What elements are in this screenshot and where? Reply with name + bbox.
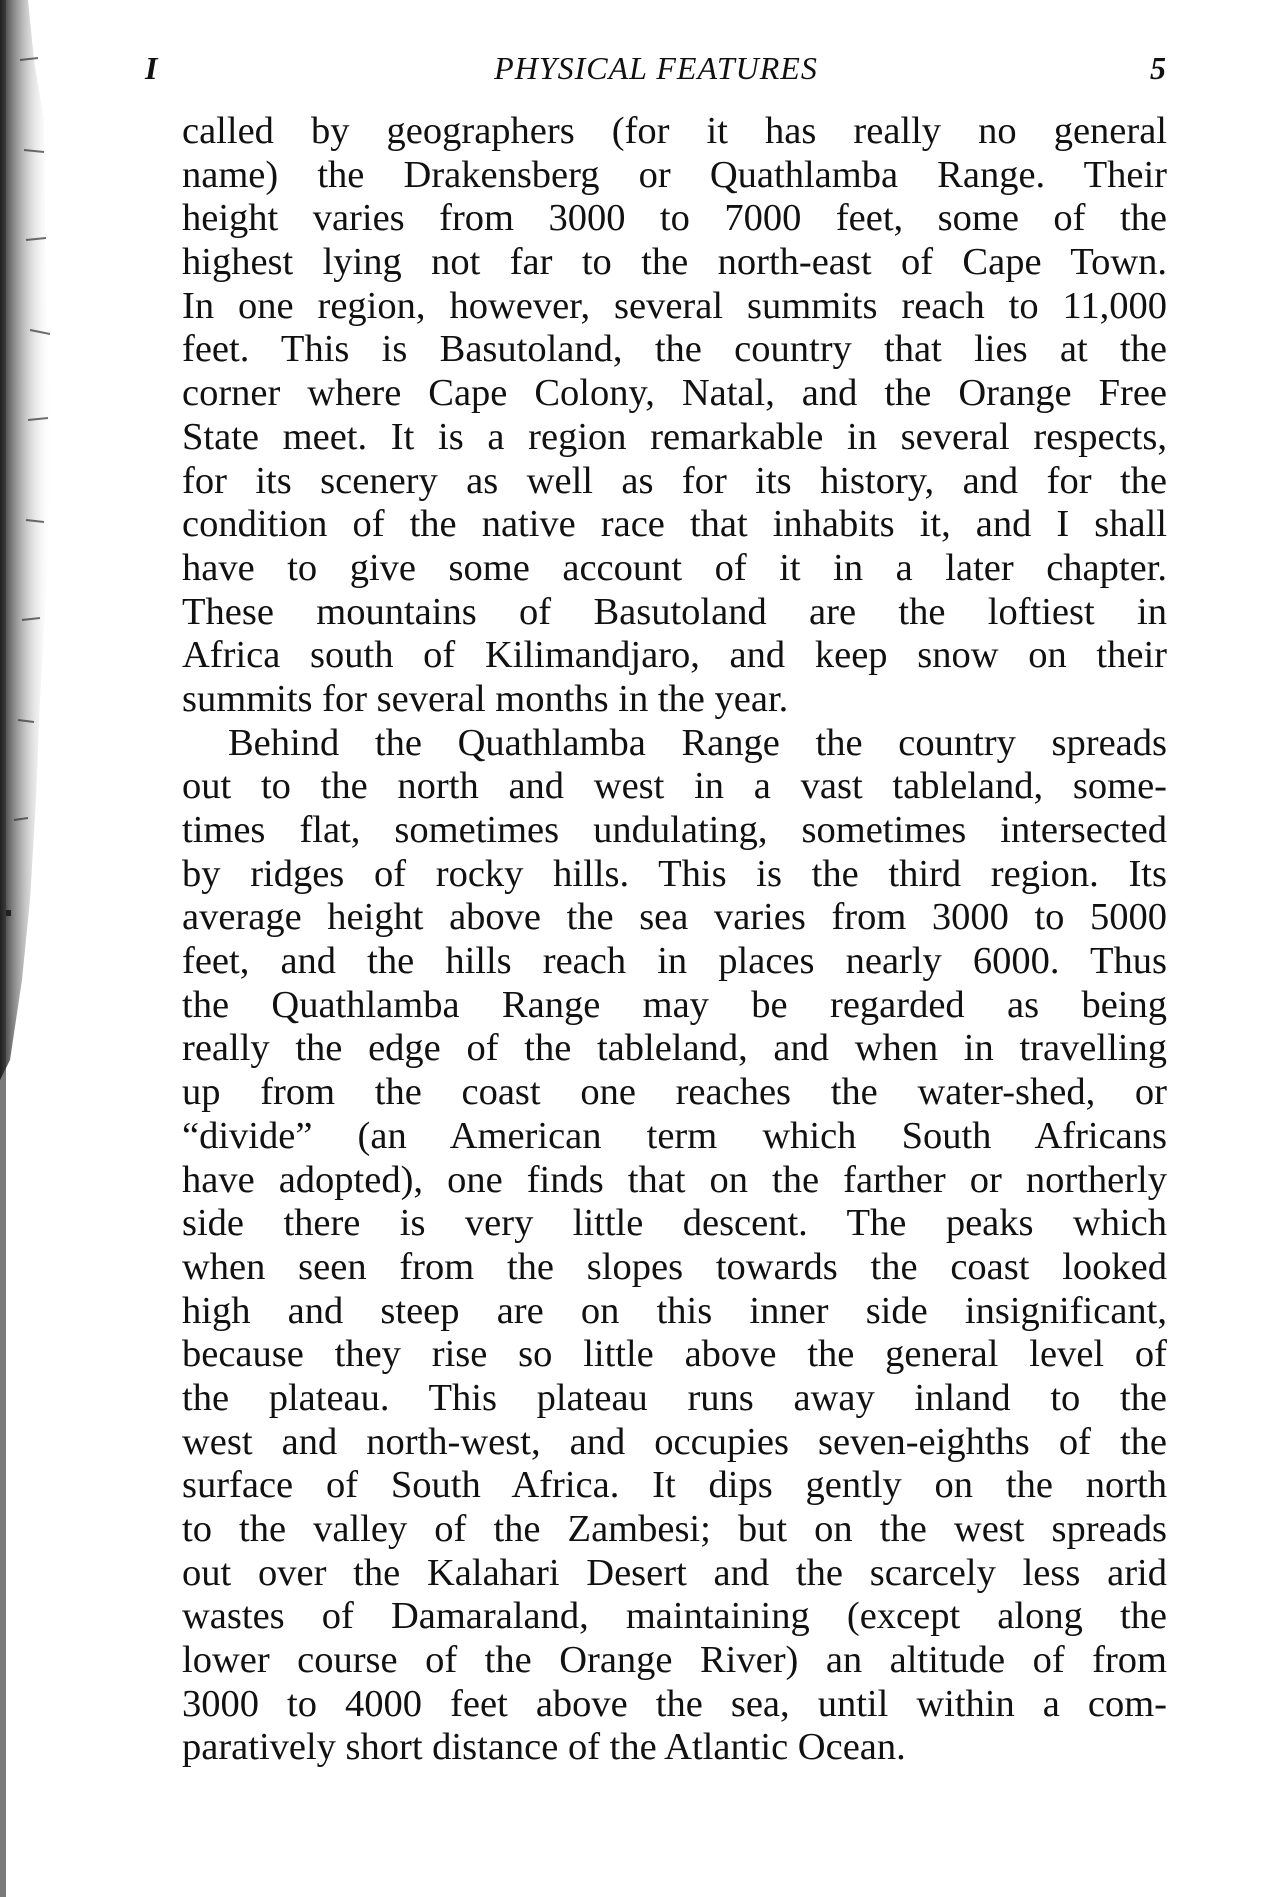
text-line: average height above the sea varies from 3000 to 5000 (182, 896, 1167, 939)
text-line: paratively short distance of the Atlantic Ocean. (182, 1726, 906, 1769)
text-line: surface of South Africa. It dips gently on the north (182, 1464, 1167, 1507)
text-line: name) the Drakensberg or Quathlamba Range. Their (182, 153, 1167, 196)
text-line: to the valley of the Zambesi; but on the west spreads (182, 1508, 1167, 1550)
text-line: the Quathlamba Range may be regarded as being (182, 983, 1167, 1026)
text-line: west and north-west, and occupies seven-eighths of the (182, 1420, 1167, 1463)
text-line: Africa south of Kilimandjaro, and keep snow on their (182, 634, 1167, 677)
text-line: high and steep are on this inner side insignificant, (182, 1289, 1167, 1332)
text-line: feet. This is Basutoland, the country that lies at the (182, 328, 1167, 371)
running-title: PHYSICAL FEATURES (494, 50, 818, 86)
text-line: feet, and the hills reach in places nearly 6000. Thus (182, 940, 1167, 983)
text-line: out over the Kalahari Desert and the scarcely less arid (182, 1551, 1167, 1594)
text-line: called by geographers (for it has really no general (182, 110, 1167, 152)
text-line: side there is very little descent. The peaks which (182, 1202, 1167, 1245)
text-line: by ridges of rocky hills. This is the third region. Its (182, 852, 1167, 895)
chapter-number: I (145, 50, 159, 86)
text-line: out to the north and west in a vast tableland, some- (182, 765, 1167, 808)
text-line: really the edge of the tableland, and when in travelling (182, 1027, 1167, 1070)
running-head (145, 50, 1167, 90)
text-line: Behind the Quathlamba Range the country spreads (228, 721, 1167, 764)
text-line: height varies from 3000 to 7000 feet, some of the (182, 197, 1167, 240)
text-line: State meet. It is a region remarkable in several respects, (182, 415, 1167, 458)
text-line: These mountains of Basutoland are the loftiest in (182, 590, 1167, 633)
text-line: wastes of Damaraland, maintaining (except along the (182, 1595, 1167, 1638)
page-number: 5 (1150, 50, 1167, 86)
text-line: 3000 to 4000 feet above the sea, until within a com- (182, 1682, 1167, 1725)
text-line: have to give some account of it in a later chapter. (182, 546, 1167, 589)
text-line: times flat, sometimes undulating, sometimes intersected (182, 809, 1167, 851)
text-line: because they rise so little above the general level of (182, 1333, 1167, 1376)
paragraph-2 (182, 722, 1167, 1771)
text-line: when seen from the slopes towards the coast looked (182, 1245, 1167, 1288)
body-text (182, 110, 1167, 1770)
text-line: corner where Cape Colony, Natal, and the Orange Free (182, 372, 1167, 415)
binding-edge-shadow (0, 0, 70, 1897)
text-line: have adopted), one finds that on the farther or northerly (182, 1158, 1167, 1201)
text-line: In one region, however, several summits reach to 11,000 (182, 284, 1167, 327)
text-line: the plateau. This plateau runs away inland to the (182, 1376, 1167, 1419)
text-line: condition of the native race that inhabits it, and I shall (182, 503, 1167, 546)
text-line: lower course of the Orange River) an altitude of from (182, 1639, 1167, 1682)
text-line: “divide” (an American term which South Africans (182, 1114, 1167, 1157)
text-line: highest lying not far to the north-east of Cape Town. (182, 241, 1167, 284)
text-line: for its scenery as well as for its history, and for the (182, 459, 1167, 502)
text-line: up from the coast one reaches the water-shed, or (182, 1071, 1167, 1114)
text-line: summits for several months in the year. (182, 677, 789, 720)
paragraph-1 (182, 110, 1167, 722)
